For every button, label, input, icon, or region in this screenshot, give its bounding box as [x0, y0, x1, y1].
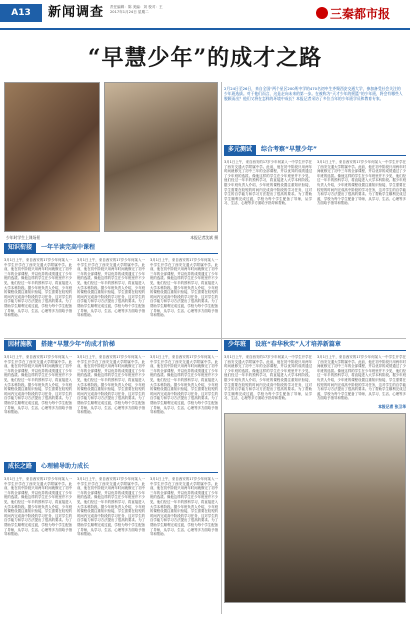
- section-name: 新闻调查: [48, 5, 105, 20]
- photo-left: [4, 82, 100, 232]
- body-column: 3月1日上午，来自西安的17岁少年何某入一中学生开学在了西安交通大学附属中学。此前，他在初中阶段只用两年时间就修完了初中三年的全部课程，并以优异的成绩通过了少年班的选拔。像他这样的学生在少年班里并不少见，他们经过一年半的预科学习，将直接进入大学本科阶段。据少年班负责人介绍，少年班的课程设置注重知识衔接，学生需要在较短的时间内完成高中阶段的学习任务，这对学生的自学能力和学习方法提出了很高的要求。为了帮助学生顺利完成过渡，学校为每个学生配备了导师，从学习、生活、心理等多方面给予指导和帮助。: [150, 258, 218, 318]
- section-title: 心理辅导助力成长: [41, 463, 90, 470]
- byline-reporter: 本报记者 张卫华: [378, 404, 406, 409]
- body-column: 3月1日上午，来自西安的17岁少年何某入一中学生开学在了西安交通大学附属中学。此前，他在初中阶段只用两年时间就修完了初中三年的全部课程，并以优异的成绩通过了少年班的选拔。像他这样的学生在少年班里并不少见，他们经过一年半的预科学习，将直接进入大学本科阶段。据少年班负责人介绍，少年班的课程设置注重知识衔接，学生需要在较短的时间内完成高中阶段的学习任务，这对学生的自学能力和学习方法提出了很高的要求。为了帮助学生顺利完成过渡，学校为每个学生配备了导师，从学习、生活、心理等多方面给予指导和帮助。: [317, 160, 406, 206]
- headline: “早慧少年”的成才之路: [87, 45, 323, 71]
- row-divider: [4, 338, 406, 339]
- header-meta: [110, 5, 270, 15]
- section-bar-1: [4, 243, 218, 254]
- section-bar-5: [4, 462, 218, 473]
- photo-right-caption: 本报记者沈斌 摄: [190, 235, 218, 240]
- brand-name: 三秦都市报: [330, 7, 391, 21]
- body-column: 3月1日上午，来自西安的17岁少年何某入一中学生开学在了西安交通大学附属中学。此前，他在初中阶段只用两年时间就修完了初中三年的全部课程，并以优异的成绩通过了少年班的选拔。像他这样的学生在少年班里并不少见，他们经过一年半的预科学习，将直接进入大学本科阶段。据少年班负责人介绍，少年班的课程设置注重知识衔接，学生需要在较短的时间内完成高中阶段的学习任务，这对学生的自学能力和学习方法提出了很高的要求。为了帮助学生顺利完成过渡，学校为每个学生配备了导师，从学习、生活、心理等多方面给予指导和帮助。: [317, 355, 406, 401]
- body-column: 3月1日上午，来自西安的17岁少年何某入一中学生开学在了西安交通大学附属中学。此前，他在初中阶段只用两年时间就修完了初中三年的全部课程，并以优异的成绩通过了少年班的选拔。像他这样的学生在少年班里并不少见，他们经过一年半的预科学习，将直接进入大学本科阶段。据少年班负责人介绍，少年班的课程设置注重知识衔接，学生需要在较短的时间内完成高中阶段的学习任务，这对学生的自学能力和学习方法提出了很高的要求。为了帮助学生顺利完成过渡，学校为每个学生配备了导师，从学习、生活、心理等多方面给予指导和帮助。: [4, 477, 72, 537]
- body-column: 3月1日上午，来自西安的17岁少年何某入一中学生开学在了西安交通大学附属中学。此前，他在初中阶段只用两年时间就修完了初中三年的全部课程，并以优异的成绩通过了少年班的选拔。像他这样的学生在少年班里并不少见，他们经过一年半的预科学习，将直接进入大学本科阶段。据少年班负责人介绍，少年班的课程设置注重知识衔接，学生需要在较短的时间内完成高中阶段的学习任务，这对学生的自学能力和学习方法提出了很高的要求。为了帮助学生顺利完成过渡，学校为每个学生配备了导师，从学习、生活、心理等多方面给予指导和帮助。: [77, 477, 145, 537]
- section-tag: 多元测试: [224, 145, 256, 155]
- photo-right: [104, 82, 218, 232]
- page-number: A13: [0, 4, 42, 22]
- column-divider: [221, 82, 222, 614]
- header-meta-line1: 责任编辑：陈 美编：刘 校对：王: [110, 5, 163, 9]
- body-column: 3月1日上午，来自西安的17岁少年何某入一中学生开学在了西安交通大学附属中学。此前，他在初中阶段只用两年时间就修完了初中三年的全部课程，并以优异的成绩通过了少年班的选拔。像他这样的学生在少年班里并不少见，他们经过一年半的预科学习，将直接进入大学本科阶段。据少年班负责人介绍，少年班的课程设置注重知识衔接，学生需要在较短的时间内完成高中阶段的学习任务，这对学生的自学能力和学习方法提出了很高的要求。为了帮助学生顺利完成过渡，学校为每个学生配备了导师，从学习、生活、心理等多方面给予指导和帮助。: [77, 258, 145, 318]
- body-column: 3月1日上午，来自西安的17岁少年何某入一中学生开学在了西安交通大学附属中学。此前，他在初中阶段只用两年时间就修完了初中三年的全部课程，并以优异的成绩通过了少年班的选拔。像他这样的学生在少年班里并不少见，他们经过一年半的预科学习，将直接进入大学本科阶段。据少年班负责人介绍，少年班的课程设置注重知识衔接，学生需要在较短的时间内完成高中阶段的学习任务，这对学生的自学能力和学习方法提出了很高的要求。为了帮助学生顺利完成过渡，学校为每个学生配备了导师，从学习、生活、心理等多方面给予指导和帮助。: [77, 355, 145, 415]
- section-title: 一年半读完高中课程: [41, 244, 96, 251]
- section-tag: 因材施教: [4, 340, 36, 350]
- section-tag: 少年班: [224, 340, 250, 350]
- section-tag: 知识衔接: [4, 243, 36, 253]
- lead-paragraph: 2月24日至26日，来自全国“两个星区200所中学的470名初中生齐聚西安交通大学，参加备受社会关注的少年班选拔。对于他们而言，这是走向未来的第一步。在被称为“天才少年的摇篮”的少年班，将会有哪些人脱颖而出？他们又将在怎样的环境中成长？本报记者采访了多位当年的少年班学员和教育专家。: [224, 86, 403, 102]
- section-bar-4: [224, 340, 406, 351]
- photo-bottom-right: [224, 413, 406, 603]
- body-column: 3月1日上午，来自西安的17岁少年何某入一中学生开学在了西安交通大学附属中学。此前，他在初中阶段只用两年时间就修完了初中三年的全部课程，并以优异的成绩通过了少年班的选拔。像他这样的学生在少年班里并不少见，他们经过一年半的预科学习，将直接进入大学本科阶段。据少年班负责人介绍，少年班的课程设置注重知识衔接，学生需要在较短的时间内完成高中阶段的学习任务，这对学生的自学能力和学习方法提出了很高的要求。为了帮助学生顺利完成过渡，学校为每个学生配备了导师，从学习、生活、心理等多方面给予指导和帮助。: [4, 258, 72, 318]
- body-column: 3月1日上午，来自西安的17岁少年何某入一中学生开学在了西安交通大学附属中学。此前，他在初中阶段只用两年时间就修完了初中三年的全部课程，并以优异的成绩通过了少年班的选拔。像他这样的学生在少年班里并不少见，他们经过一年半的预科学习，将直接进入大学本科阶段。据少年班负责人介绍，少年班的课程设置注重知识衔接，学生需要在较短的时间内完成高中阶段的学习任务，这对学生的自学能力和学习方法提出了很高的要求。为了帮助学生顺利完成过渡，学校为每个学生配备了导师，从学习、生活、心理等多方面给予指导和帮助。: [224, 355, 312, 401]
- body-column: 3月1日上午，来自西安的17岁少年何某入一中学生开学在了西安交通大学附属中学。此前，他在初中阶段只用两年时间就修完了初中三年的全部课程，并以优异的成绩通过了少年班的选拔。像他这样的学生在少年班里并不少见，他们经过一年半的预科学习，将直接进入大学本科阶段。据少年班负责人介绍，少年班的课程设置注重知识衔接，学生需要在较短的时间内完成高中阶段的学习任务，这对学生的自学能力和学习方法提出了很高的要求。为了帮助学生顺利完成过渡，学校为每个学生配备了导师，从学习、生活、心理等多方面给予指导和帮助。: [4, 355, 72, 415]
- section-title: 综合考察“早慧少年”: [261, 146, 317, 153]
- body-column: 3月1日上午，来自西安的17岁少年何某入一中学生开学在了西安交通大学附属中学。此前，他在初中阶段只用两年时间就修完了初中三年的全部课程，并以优异的成绩通过了少年班的选拔。像他这样的学生在少年班里并不少见，他们经过一年半的预科学习，将直接进入大学本科阶段。据少年班负责人介绍，少年班的课程设置注重知识衔接，学生需要在较短的时间内完成高中阶段的学习任务，这对学生的自学能力和学习方法提出了很高的要求。为了帮助学生顺利完成过渡，学校为每个学生配备了导师，从学习、生活、心理等多方面给予指导和帮助。: [150, 355, 218, 415]
- section-title: 设班“春华秋实”人才培养新篇章: [255, 341, 341, 348]
- section-bar-2: [224, 145, 406, 156]
- body-column: 3月1日上午，来自西安的17岁少年何某入一中学生开学在了西安交通大学附属中学。此前，他在初中阶段只用两年时间就修完了初中三年的全部课程，并以优异的成绩通过了少年班的选拔。像他这样的学生在少年班里并不少见，他们经过一年半的预科学习，将直接进入大学本科阶段。据少年班负责人介绍，少年班的课程设置注重知识衔接，学生需要在较短的时间内完成高中阶段的学习任务，这对学生的自学能力和学习方法提出了很高的要求。为了帮助学生顺利完成过渡，学校为每个学生配备了导师，从学习、生活、心理等多方面给予指导和帮助。: [150, 477, 218, 537]
- section-title: 搭建“早慧少年”的成才阶梯: [41, 341, 115, 348]
- body-column: 3月1日上午，来自西安的17岁少年何某入一中学生开学在了西安交通大学附属中学。此前，他在初中阶段只用两年时间就修完了初中三年的全部课程，并以优异的成绩通过了少年班的选拔。像他这样的学生在少年班里并不少见，他们经过一年半的预科学习，将直接进入大学本科阶段。据少年班负责人介绍，少年班的课程设置注重知识衔接，学生需要在较短的时间内完成高中阶段的学习任务，这对学生的自学能力和学习方法提出了很高的要求。为了帮助学生顺利完成过渡，学校为每个学生配备了导师，从学习、生活、心理等多方面给予指导和帮助。: [224, 160, 312, 206]
- brand-logo-icon: [316, 7, 328, 19]
- header-meta-line2: 2017年1月24日 星期二: [110, 10, 149, 14]
- section-tag: 成长之路: [4, 462, 36, 472]
- photo-left-caption: 少年时学生上课场景: [6, 235, 41, 240]
- section-bar-3: [4, 340, 218, 351]
